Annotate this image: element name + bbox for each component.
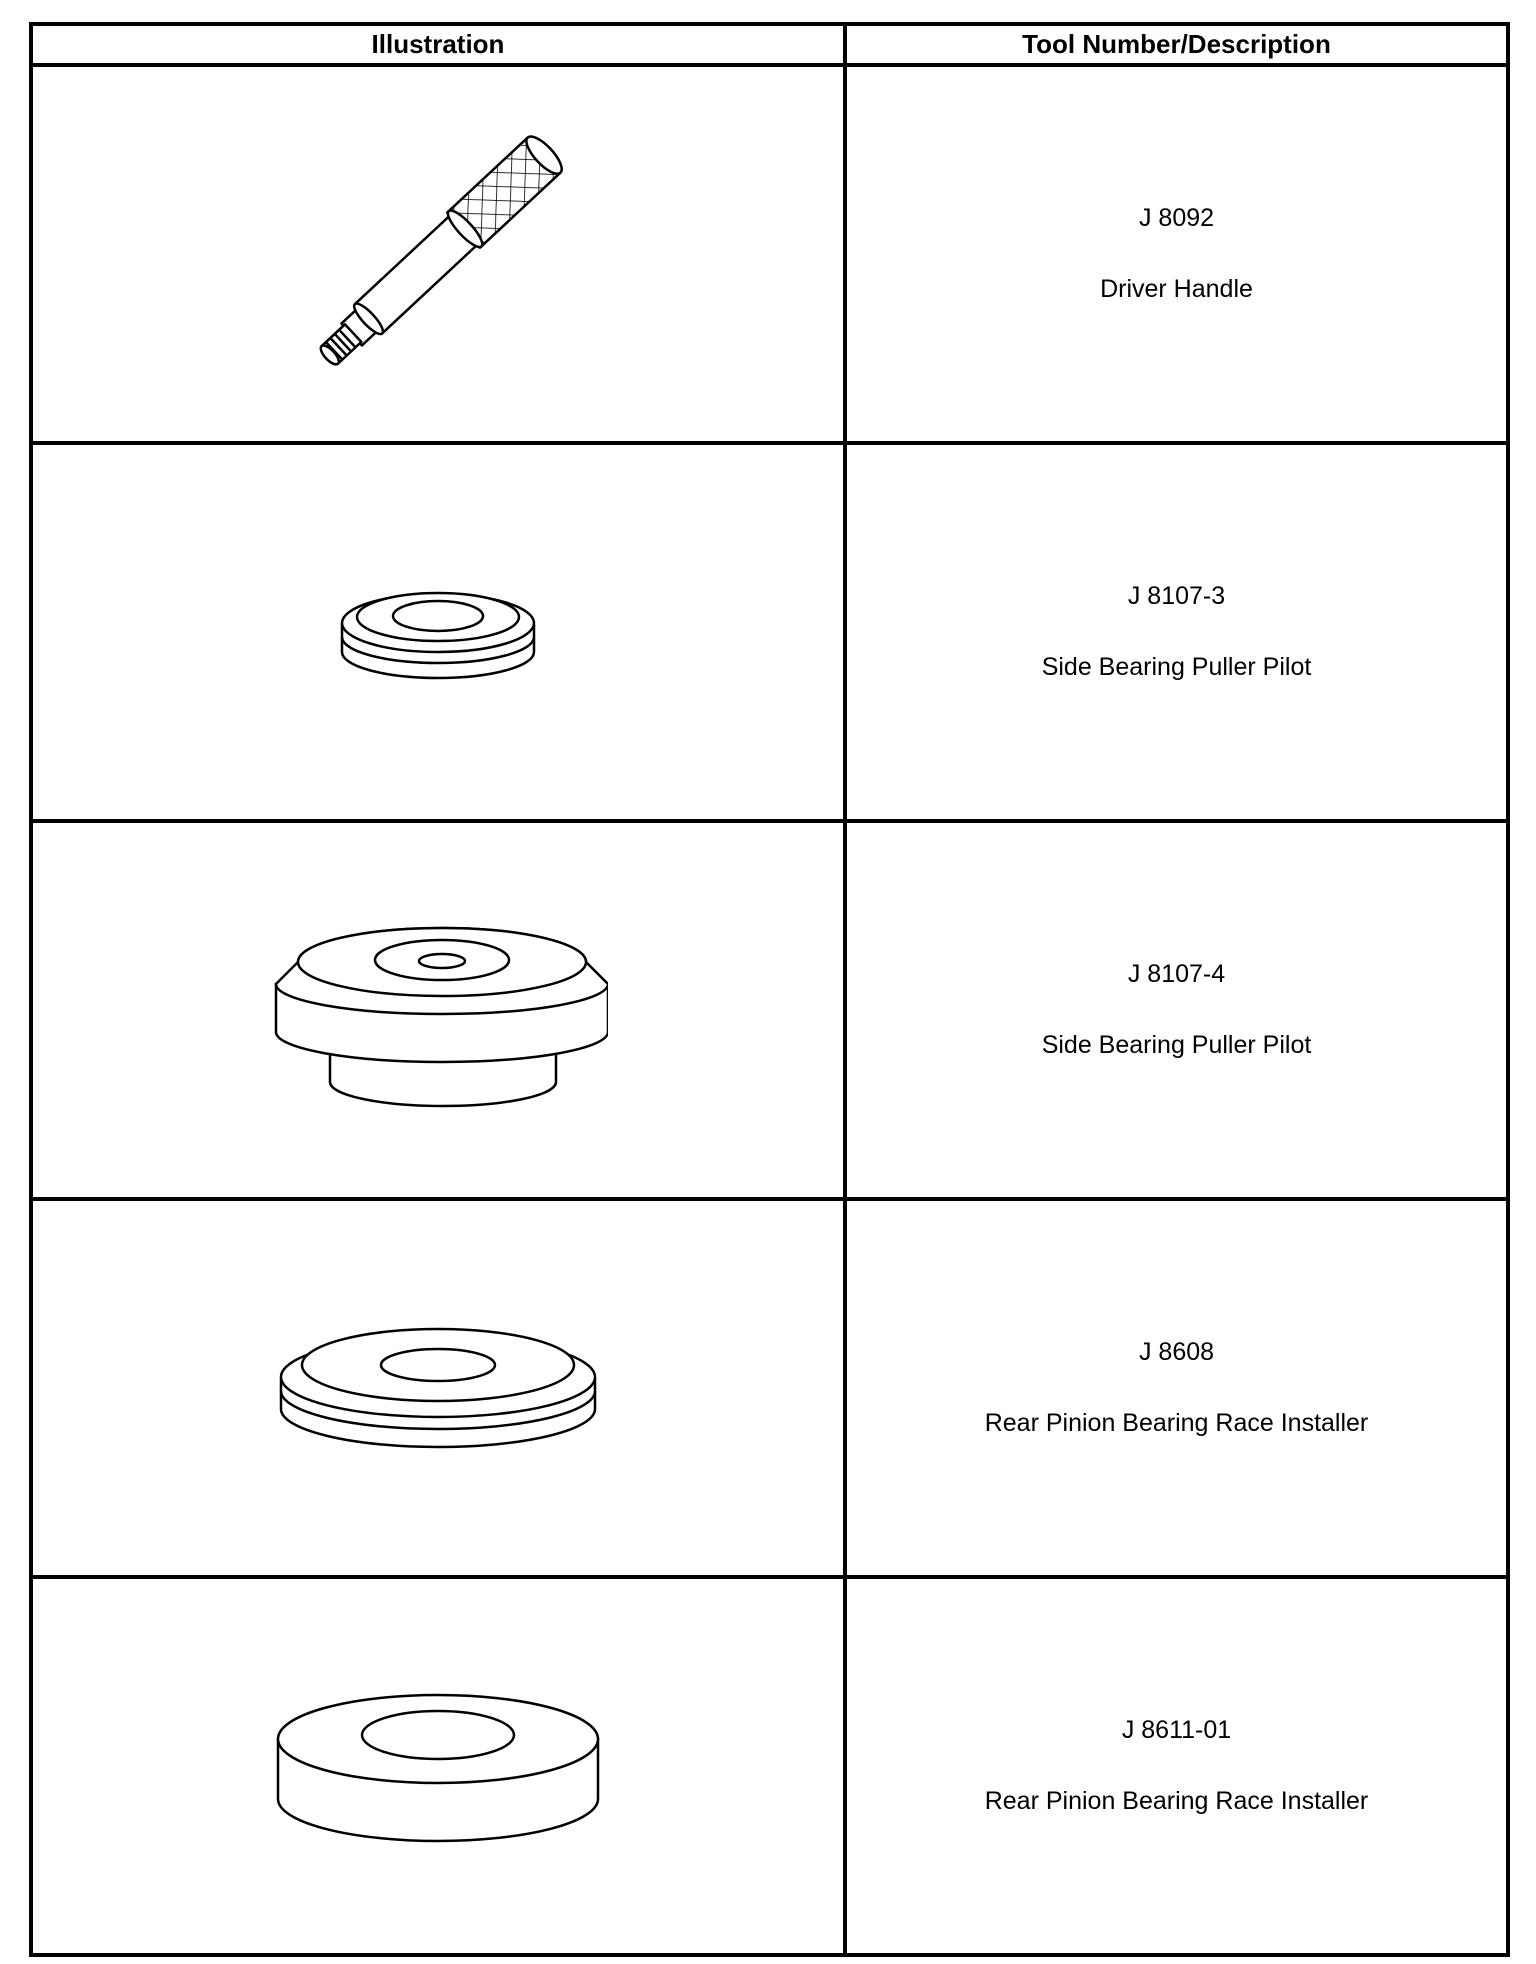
tool-number: J 8608 <box>1138 1338 1215 1366</box>
description-cell <box>845 65 1508 443</box>
tool-description: Side Bearing Puller Pilot <box>1041 1031 1312 1059</box>
tool-number: J 8107-3 <box>1127 582 1226 610</box>
illustration-cell <box>31 65 845 443</box>
race-installer-stepped-icon <box>273 1313 603 1463</box>
driver-handle-icon <box>268 94 608 414</box>
description-cell <box>845 1577 1508 1955</box>
table-row <box>31 443 1508 821</box>
tool-number: J 8092 <box>1138 204 1215 232</box>
race-installer-ring-icon <box>273 1681 603 1851</box>
tool-description: Driver Handle <box>1100 275 1253 303</box>
header-row <box>31 24 1508 65</box>
tool-number: J 8611-01 <box>1121 1716 1232 1744</box>
table-row <box>31 1577 1508 1955</box>
header-tool-number-description: Tool Number/Description <box>845 24 1508 65</box>
header-illustration: Illustration <box>31 24 845 65</box>
description-cell <box>845 443 1508 821</box>
illustration-cell <box>31 443 845 821</box>
table-row <box>31 65 1508 443</box>
puller-pilot-large-icon <box>268 900 608 1120</box>
tool-description: Rear Pinion Bearing Race Installer <box>984 1409 1369 1437</box>
tool-description: Rear Pinion Bearing Race Installer <box>984 1787 1369 1815</box>
puller-pilot-small-icon <box>328 567 548 697</box>
tool-description: Side Bearing Puller Pilot <box>1041 653 1312 681</box>
table-row <box>31 821 1508 1199</box>
description-cell <box>845 821 1508 1199</box>
table-row <box>31 1199 1508 1577</box>
illustration-cell <box>31 1577 845 1955</box>
description-cell <box>845 1199 1508 1577</box>
tool-number: J 8107-4 <box>1127 960 1226 988</box>
illustration-cell <box>31 821 845 1199</box>
illustration-cell <box>31 1199 845 1577</box>
tools-table <box>29 22 1510 1957</box>
